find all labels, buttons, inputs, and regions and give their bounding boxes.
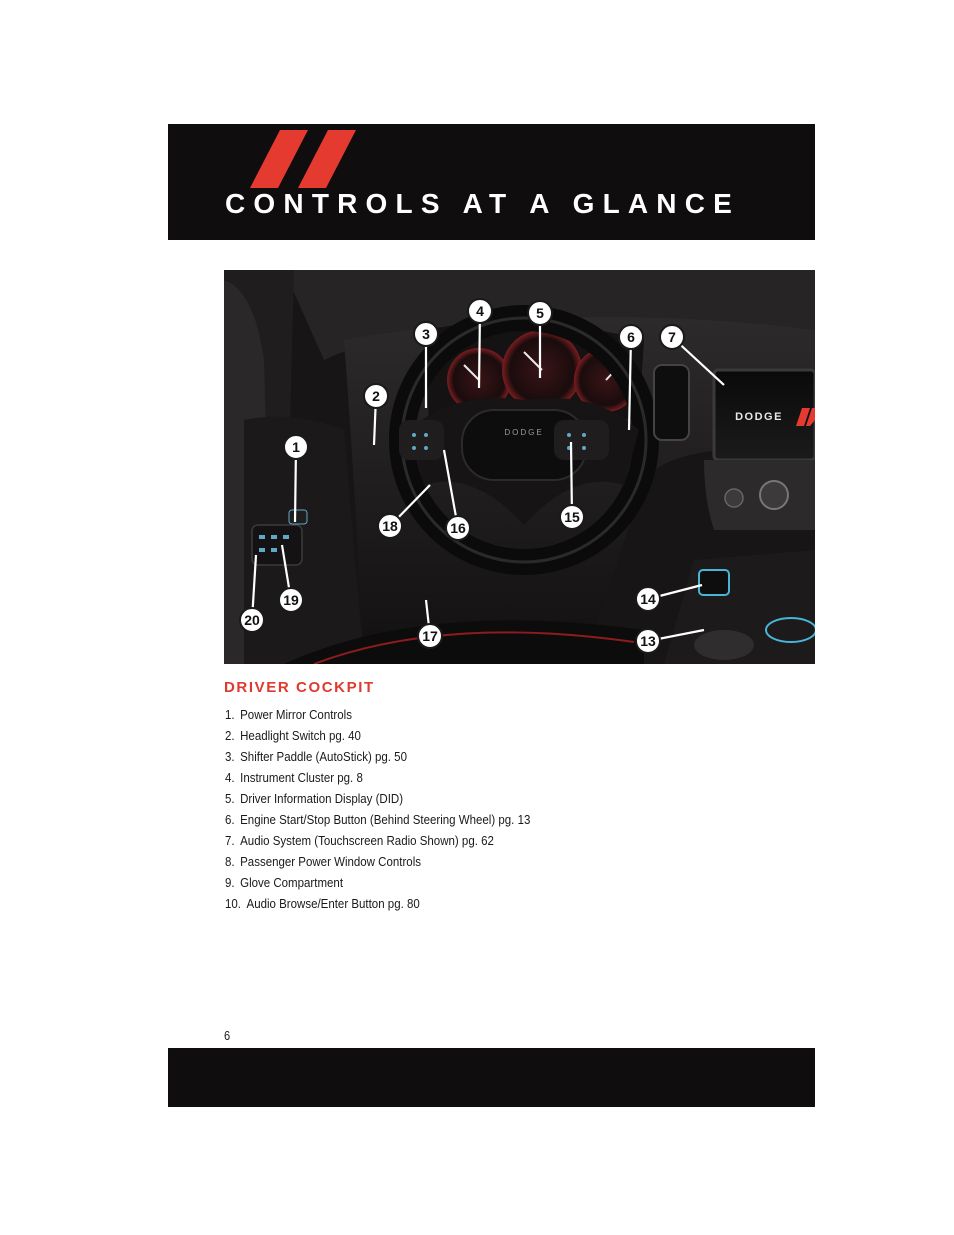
svg-text:16: 16 xyxy=(450,520,466,536)
page-title: CONTROLS AT A GLANCE xyxy=(225,188,741,219)
cockpit-illustration xyxy=(224,270,815,664)
footer-band xyxy=(168,1048,815,1107)
callout-1 xyxy=(284,435,308,459)
list-item: 9. Glove Compartment xyxy=(225,876,344,890)
cockpit-photo xyxy=(224,270,815,664)
callout-20 xyxy=(240,608,264,632)
callout-13 xyxy=(636,629,660,653)
list-item: 3. Shifter Paddle (AutoStick) pg. 50 xyxy=(225,750,407,764)
page-number: 6 xyxy=(224,1028,231,1043)
svg-text:15: 15 xyxy=(564,509,580,525)
list-item: 1. Power Mirror Controls xyxy=(225,708,352,722)
list-item: 10. Audio Browse/Enter Button pg. 80 xyxy=(225,897,420,911)
callout-legend-list xyxy=(225,705,785,915)
callout-19 xyxy=(279,588,303,612)
list-item: 8. Passenger Power Window Controls xyxy=(225,855,422,869)
svg-text:18: 18 xyxy=(382,518,398,534)
svg-text:1: 1 xyxy=(292,439,300,455)
list-item: 7. Audio System (Touchscreen Radio Shown) pg. 62 xyxy=(225,834,494,848)
screen-brand-text: DODGE xyxy=(735,411,783,423)
callout-7 xyxy=(660,325,684,349)
list-item: 2. Headlight Switch pg. 40 xyxy=(225,729,361,743)
callout-5 xyxy=(528,301,552,325)
svg-text:19: 19 xyxy=(283,592,299,608)
callout-6 xyxy=(619,325,643,349)
svg-text:20: 20 xyxy=(244,612,260,628)
header-band xyxy=(168,124,815,240)
list-item: 4. Instrument Cluster pg. 8 xyxy=(225,771,363,785)
svg-text:14: 14 xyxy=(640,591,656,607)
svg-text:7: 7 xyxy=(668,329,676,345)
svg-text:13: 13 xyxy=(640,633,656,649)
list-item: 6. Engine Start/Stop Button (Behind Steering Wheel) pg. 13 xyxy=(225,813,531,827)
svg-text:17: 17 xyxy=(422,628,438,644)
callout-14 xyxy=(636,587,660,611)
wheel-badge-text: DODGE xyxy=(504,428,544,437)
svg-text:2: 2 xyxy=(372,388,380,404)
section-title: DRIVER COCKPIT xyxy=(224,679,375,696)
brand-stripes-logo xyxy=(250,130,360,190)
callout-18 xyxy=(378,514,402,538)
svg-text:4: 4 xyxy=(476,303,484,319)
svg-text:6: 6 xyxy=(627,329,635,345)
callout-17 xyxy=(418,624,442,648)
svg-text:5: 5 xyxy=(536,305,544,321)
callout-15 xyxy=(560,505,584,529)
svg-text:3: 3 xyxy=(422,326,430,342)
callout-4 xyxy=(468,299,492,323)
callout-2 xyxy=(364,384,388,408)
list-item: 5. Driver Information Display (DID) xyxy=(225,792,404,806)
callout-3 xyxy=(414,322,438,346)
callout-16 xyxy=(446,516,470,540)
